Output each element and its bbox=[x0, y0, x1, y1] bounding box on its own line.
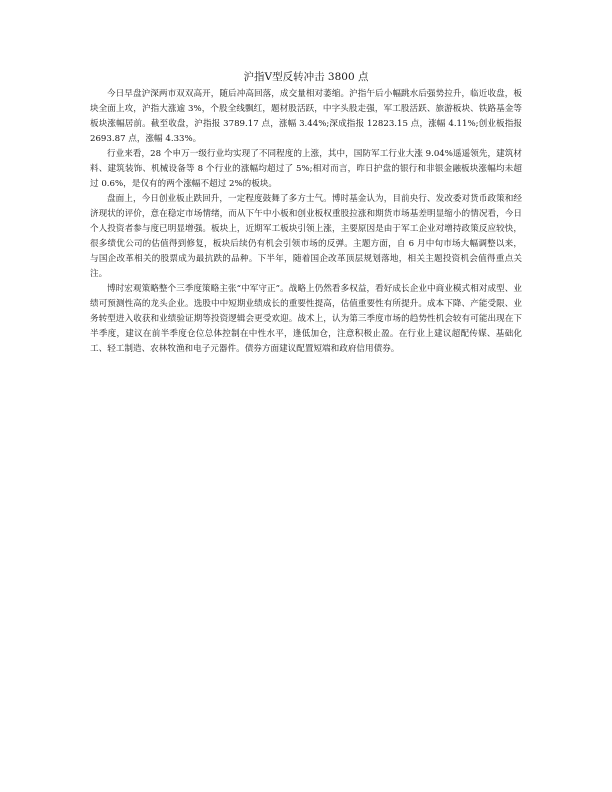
document-page bbox=[90, 70, 522, 357]
paragraph-board-view: 盘面上，今日创业板止跌回升，一定程度鼓舞了多方士气。博时基金认为，目前央行、发改委对货币政策和经济现状的评价，意在稳定市场情绪，而从下午中小板和创业板权重股拉涨和期货市场基差明显缩小的情况看，今日个人投资者参与度已明显增强。板块上，近期军工板块引领上涨，主要原因是由于军工企业对增持政策反应较快，很多绩优公司的估值得到修复，板块后续仍有机会引领市场的反弹。主题方面，自 6 月中旬市场大幅调整以来，与国企改革相关的股票成为最抗跌的品种。下半年，随着国企改革顶层规划落地，相关主题投资机会值得重点关注。 bbox=[90, 194, 522, 279]
paragraph-industry: 行业来看，28 个申万一级行业均实现了不同程度的上涨，其中，国防军工行业大涨 9.04%遥遥领先，建筑材料、建筑装饰、机械设备等 8 个行业的涨幅均超过了 5%;相对而言，昨日护盘的银行和非银金融板块涨幅均未超过 0.6%，是仅有的两个涨幅不超过 2%的板块。 bbox=[90, 149, 522, 189]
paragraph-strategy: 博时宏观策略整个三季度策略主张“中军守正”。战略上仍然看多权益，看好成长企业中商业模式相对成型、业绩可预测性高的龙头企业。选股中中短期业绩成长的重要性提高，估值重要性有所提升。成本下降、产能受限、业务转型进入收获和业绩验证期等投资逻辑会更受欢迎。战术上，认为第三季度市场的趋势性机会较有可能出现在下半季度，建议在前半季度仓位总体控制在中性水平，逢低加仓，注意积极止盈。在行业上建议超配传媒、基础化工、轻工制造、农林牧渔和电子元器件。债券方面建议配置短端和政府信用债券。 bbox=[90, 284, 522, 354]
document-title: 沪指Ⅴ型反转冲击 3800 点 bbox=[243, 71, 369, 83]
paragraph-market-close: 今日早盘沪深两市双双高开，随后冲高回落，成交量相对萎缩。沪指午后小幅跳水后强势拉升，临近收盘，板块全面上攻，沪指大涨逾 3%，个股全线飘红，题材股活跃，中字头股走强，军工股活跃、旅游板块、铁路基金等板块涨幅居前。截至收盘，沪指报 3789.17 点，涨幅 3.44%;深成指报 12823.15 点，涨幅 4.11%;创业板指报 2693.87 点，涨幅 4.33%。 bbox=[90, 89, 522, 144]
